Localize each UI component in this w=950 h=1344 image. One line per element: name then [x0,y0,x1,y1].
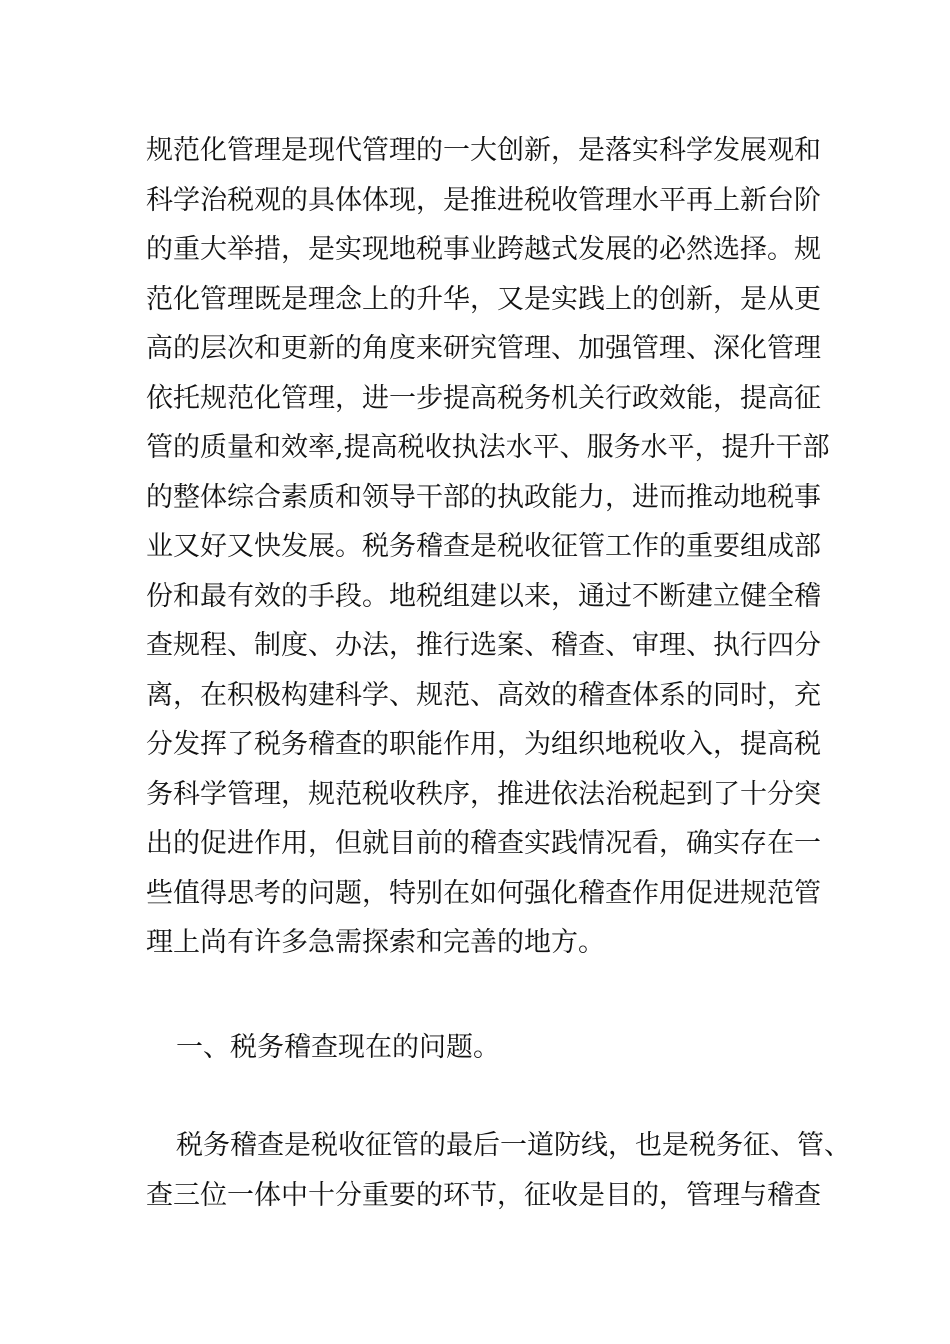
paragraph-line: 的重大举措，是实现地税事业跨越式发展的必然选择。规 [146,234,821,265]
paragraph-line: 出的促进作用，但就目前的稽查实践情况看，确实存在一 [146,828,821,859]
paragraph-line: 的整体综合素质和领导干部的执政能力，进而推动地税事 [146,482,821,513]
paragraph-line: 税务稽查是税收征管的最后一道防线，也是税务征、管、 [176,1130,851,1161]
paragraph-line: 科学治税观的具体体现，是推进税收管理水平再上新台阶 [146,185,821,216]
paragraph-line: 离，在积极构建科学、规范、高效的稽查体系的同时，充 [146,680,821,711]
paragraph-line: 范化管理既是理念上的升华，又是实践上的创新，是从更 [146,284,821,315]
paragraph-line: 规范化管理是现代管理的一大创新，是落实科学发展观和 [146,135,821,166]
paragraph-line: 务科学管理，规范税收秩序，推进依法治税起到了十分突 [146,779,821,810]
paragraph-line: 分发挥了税务稽查的职能作用，为组织地税收入，提高税 [146,729,821,760]
paragraph-line: 高的层次和更新的角度来研究管理、加强管理、深化管理 [146,333,821,364]
paragraph-line: 理上尚有许多急需探索和完善的地方。 [146,927,605,958]
paragraph-line: 些值得思考的问题，特别在如何强化稽查作用促进规范管 [146,878,821,909]
section-heading: 一、税务稽查现在的问题。 [176,1032,500,1063]
paragraph-line: 业又好又快发展。税务稽查是税收征管工作的重要组成部 [146,531,821,562]
paragraph-line: 份和最有效的手段。地税组建以来，通过不断建立健全稽 [146,581,821,612]
paragraph-line: 查规程、制度、办法，推行选案、稽查、审理、执行四分 [146,630,821,661]
paragraph-line: 查三位一体中十分重要的环节，征收是目的，管理与稽查 [146,1180,821,1211]
paragraph-line: 管的质量和效率,提高税收执法水平、服务水平，提升干部 [146,432,830,463]
paragraph-line: 依托规范化管理，进一步提高税务机关行政效能，提高征 [146,383,821,414]
